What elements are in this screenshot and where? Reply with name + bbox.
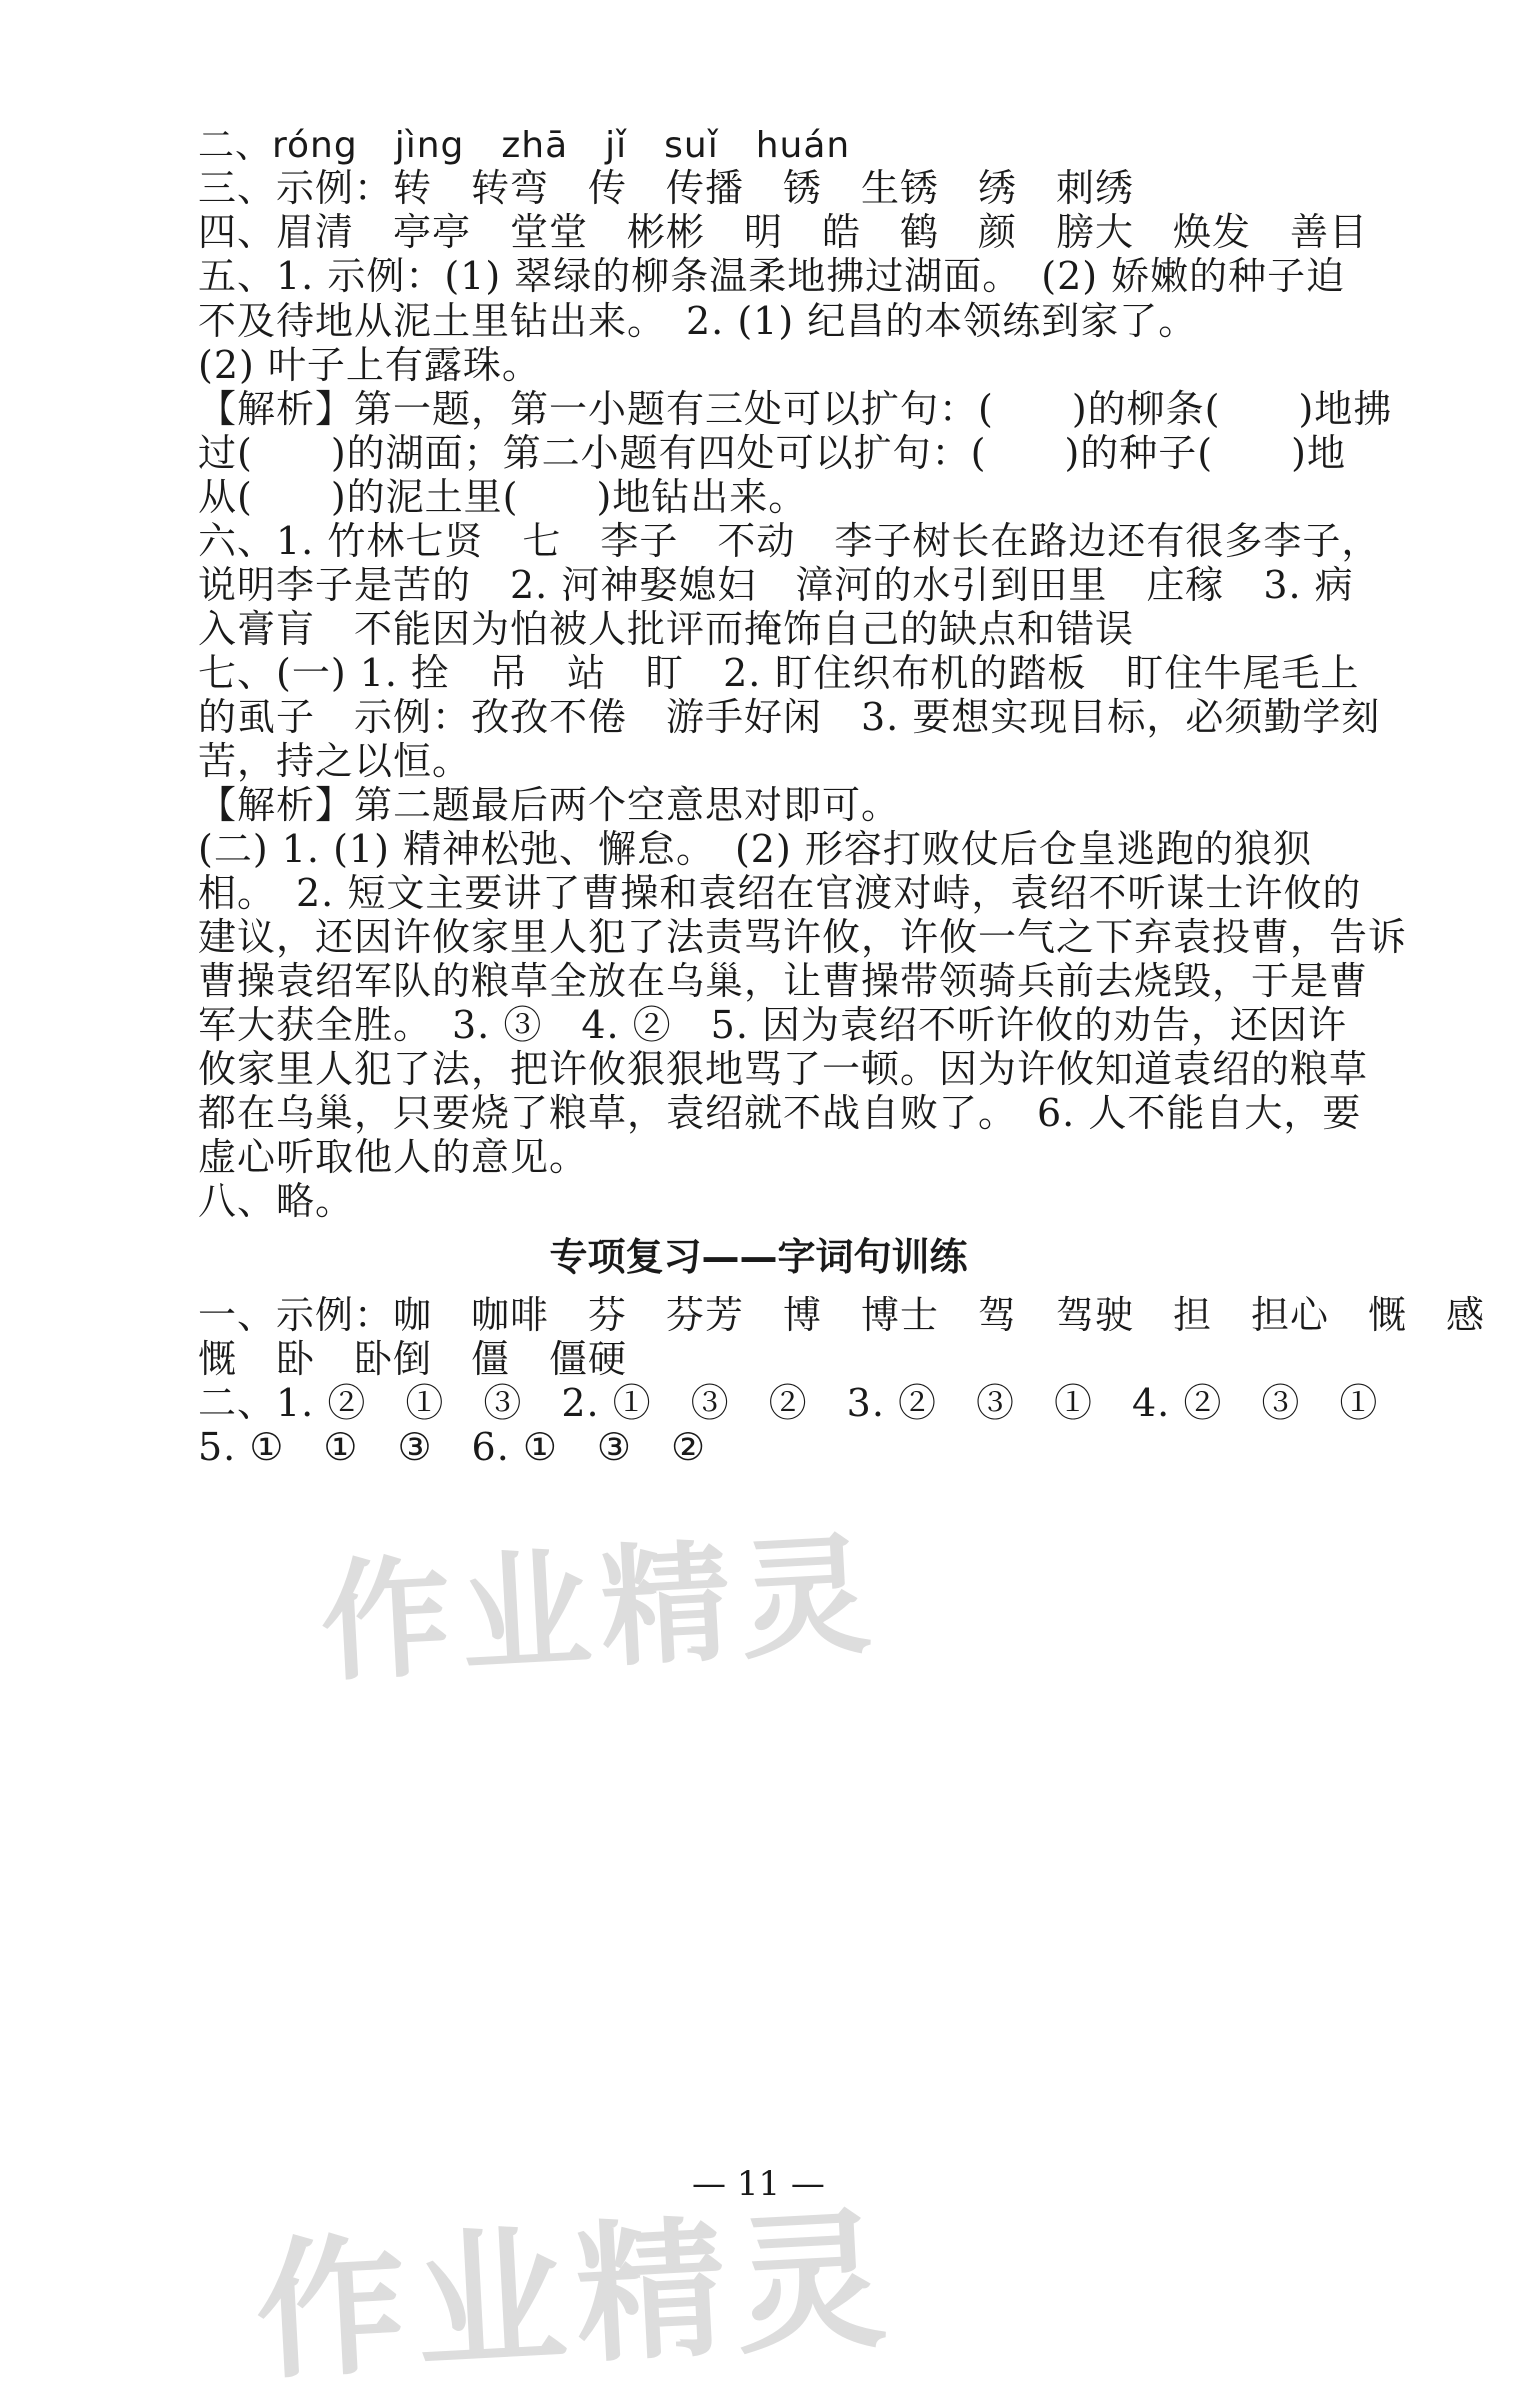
answer-line-8: 八、略。 (198, 1179, 355, 1223)
answer-line-3: 三、示例：转 转弯 传 传播 锈 生锈 绣 刺绣 (198, 166, 1135, 210)
answer-line-7d: (二) 1. (1) 精神松弛、懈怠。 (2) 形容打败仗后仓皇逃跑的狼狈 (198, 827, 1312, 871)
watermark-logo-bottom: 作业精灵 (251, 2193, 900, 2401)
answer-line-6b: 说明李子是苦的 2. 河神娶媳妇 漳河的水引到田里 庄稼 3. 病 (198, 563, 1354, 607)
analysis-line-3: 从( )的泥土里( )地钻出来。 (198, 475, 808, 519)
review-line-2b: 5. ① ① ③ 6. ① ③ ② (198, 1425, 707, 1469)
answer-line-7a: 七、(一) 1. 拴 吊 站 盯 2. 盯住织布机的踏板 盯住牛尾毛上 (198, 651, 1360, 695)
pinyin-answers: 二、róng jìng zhā jǐ suǐ huán (198, 125, 851, 166)
analysis-line-1: 【解析】第一题，第一小题有三处可以扩句：( )的柳条( )地拂 (198, 387, 1393, 431)
answer-line-2-pinyin (198, 120, 1338, 170)
review-line-1a: 一、示例：咖 咖啡 芬 芬芳 博 博士 驾 驾驶 担 担心 慨 感 (198, 1293, 1486, 1337)
answer-line-7c: 苦，持之以恒。 (198, 739, 472, 783)
watermark-logo-mid: 作业精灵 (316, 1518, 885, 1700)
review-line-2a: 二、1. ② ① ③ 2. ① ③ ② 3. ② ③ ① 4. ② ③ ① (198, 1381, 1379, 1425)
answer-line-5b: 不及待地从泥土里钻出来。 2. (1) 纪昌的本领练到家了。 (198, 299, 1198, 343)
answer-line-7i: 攸家里人犯了法，把许攸狠狠地骂了一顿。因为许攸知道袁绍的粮草 (198, 1047, 1369, 1091)
section-title: 专项复习——字词句训练 (549, 1235, 968, 1279)
answer-line-5c: (2) 叶子上有露珠。 (198, 343, 541, 387)
answer-line-7g: 曹操袁绍军队的粮草全放在乌巢，让曹操带领骑兵前去烧毁，于是曹 (198, 959, 1369, 1003)
answer-line-7f: 建议，还因许攸家里人犯了法责骂许攸，许攸一气之下弃袁投曹，告诉 (198, 915, 1408, 959)
analysis-line-4: 【解析】第二题最后两个空意思对即可。 (198, 783, 901, 827)
answer-line-7j: 都在乌巢，只要烧了粮草，袁绍就不战自败了。 6. 人不能自大，要 (198, 1091, 1362, 1135)
analysis-line-2: 过( )的湖面；第二小题有四处可以扩句：( )的种子( )地 (198, 431, 1346, 475)
answer-line-7h: 军大获全胜。 3. ③ 4. ② 5. 因为袁绍不听许攸的劝告，还因许 (198, 1003, 1348, 1047)
answer-line-7k: 虚心听取他人的意见。 (198, 1135, 589, 1179)
page-number: — 11 — (692, 2164, 825, 2204)
answer-line-5a: 五、1. 示例：(1) 翠绿的柳条温柔地拂过湖面。 (2) 娇嫩的种子迫 (198, 254, 1346, 298)
answer-line-7e: 相。 2. 短文主要讲了曹操和袁绍在官渡对峙，袁绍不听谋士许攸的 (198, 871, 1362, 915)
answer-line-7b: 的虱子 示例：孜孜不倦 游手好闲 3. 要想实现目标，必须勤学刻 (198, 695, 1381, 739)
answer-line-4: 四、眉清 亭亭 堂堂 彬彬 明 皓 鹤 颜 膀大 焕发 善目 (198, 210, 1369, 254)
answer-line-6a: 六、1. 竹林七贤 七 李子 不动 李子树长在路边还有很多李子， (198, 519, 1381, 563)
review-line-1b: 慨 卧 卧倒 僵 僵硬 (198, 1337, 628, 1381)
answer-line-6c: 入膏肓 不能因为怕被人批评而掩饰自己的缺点和错误 (198, 607, 1135, 651)
